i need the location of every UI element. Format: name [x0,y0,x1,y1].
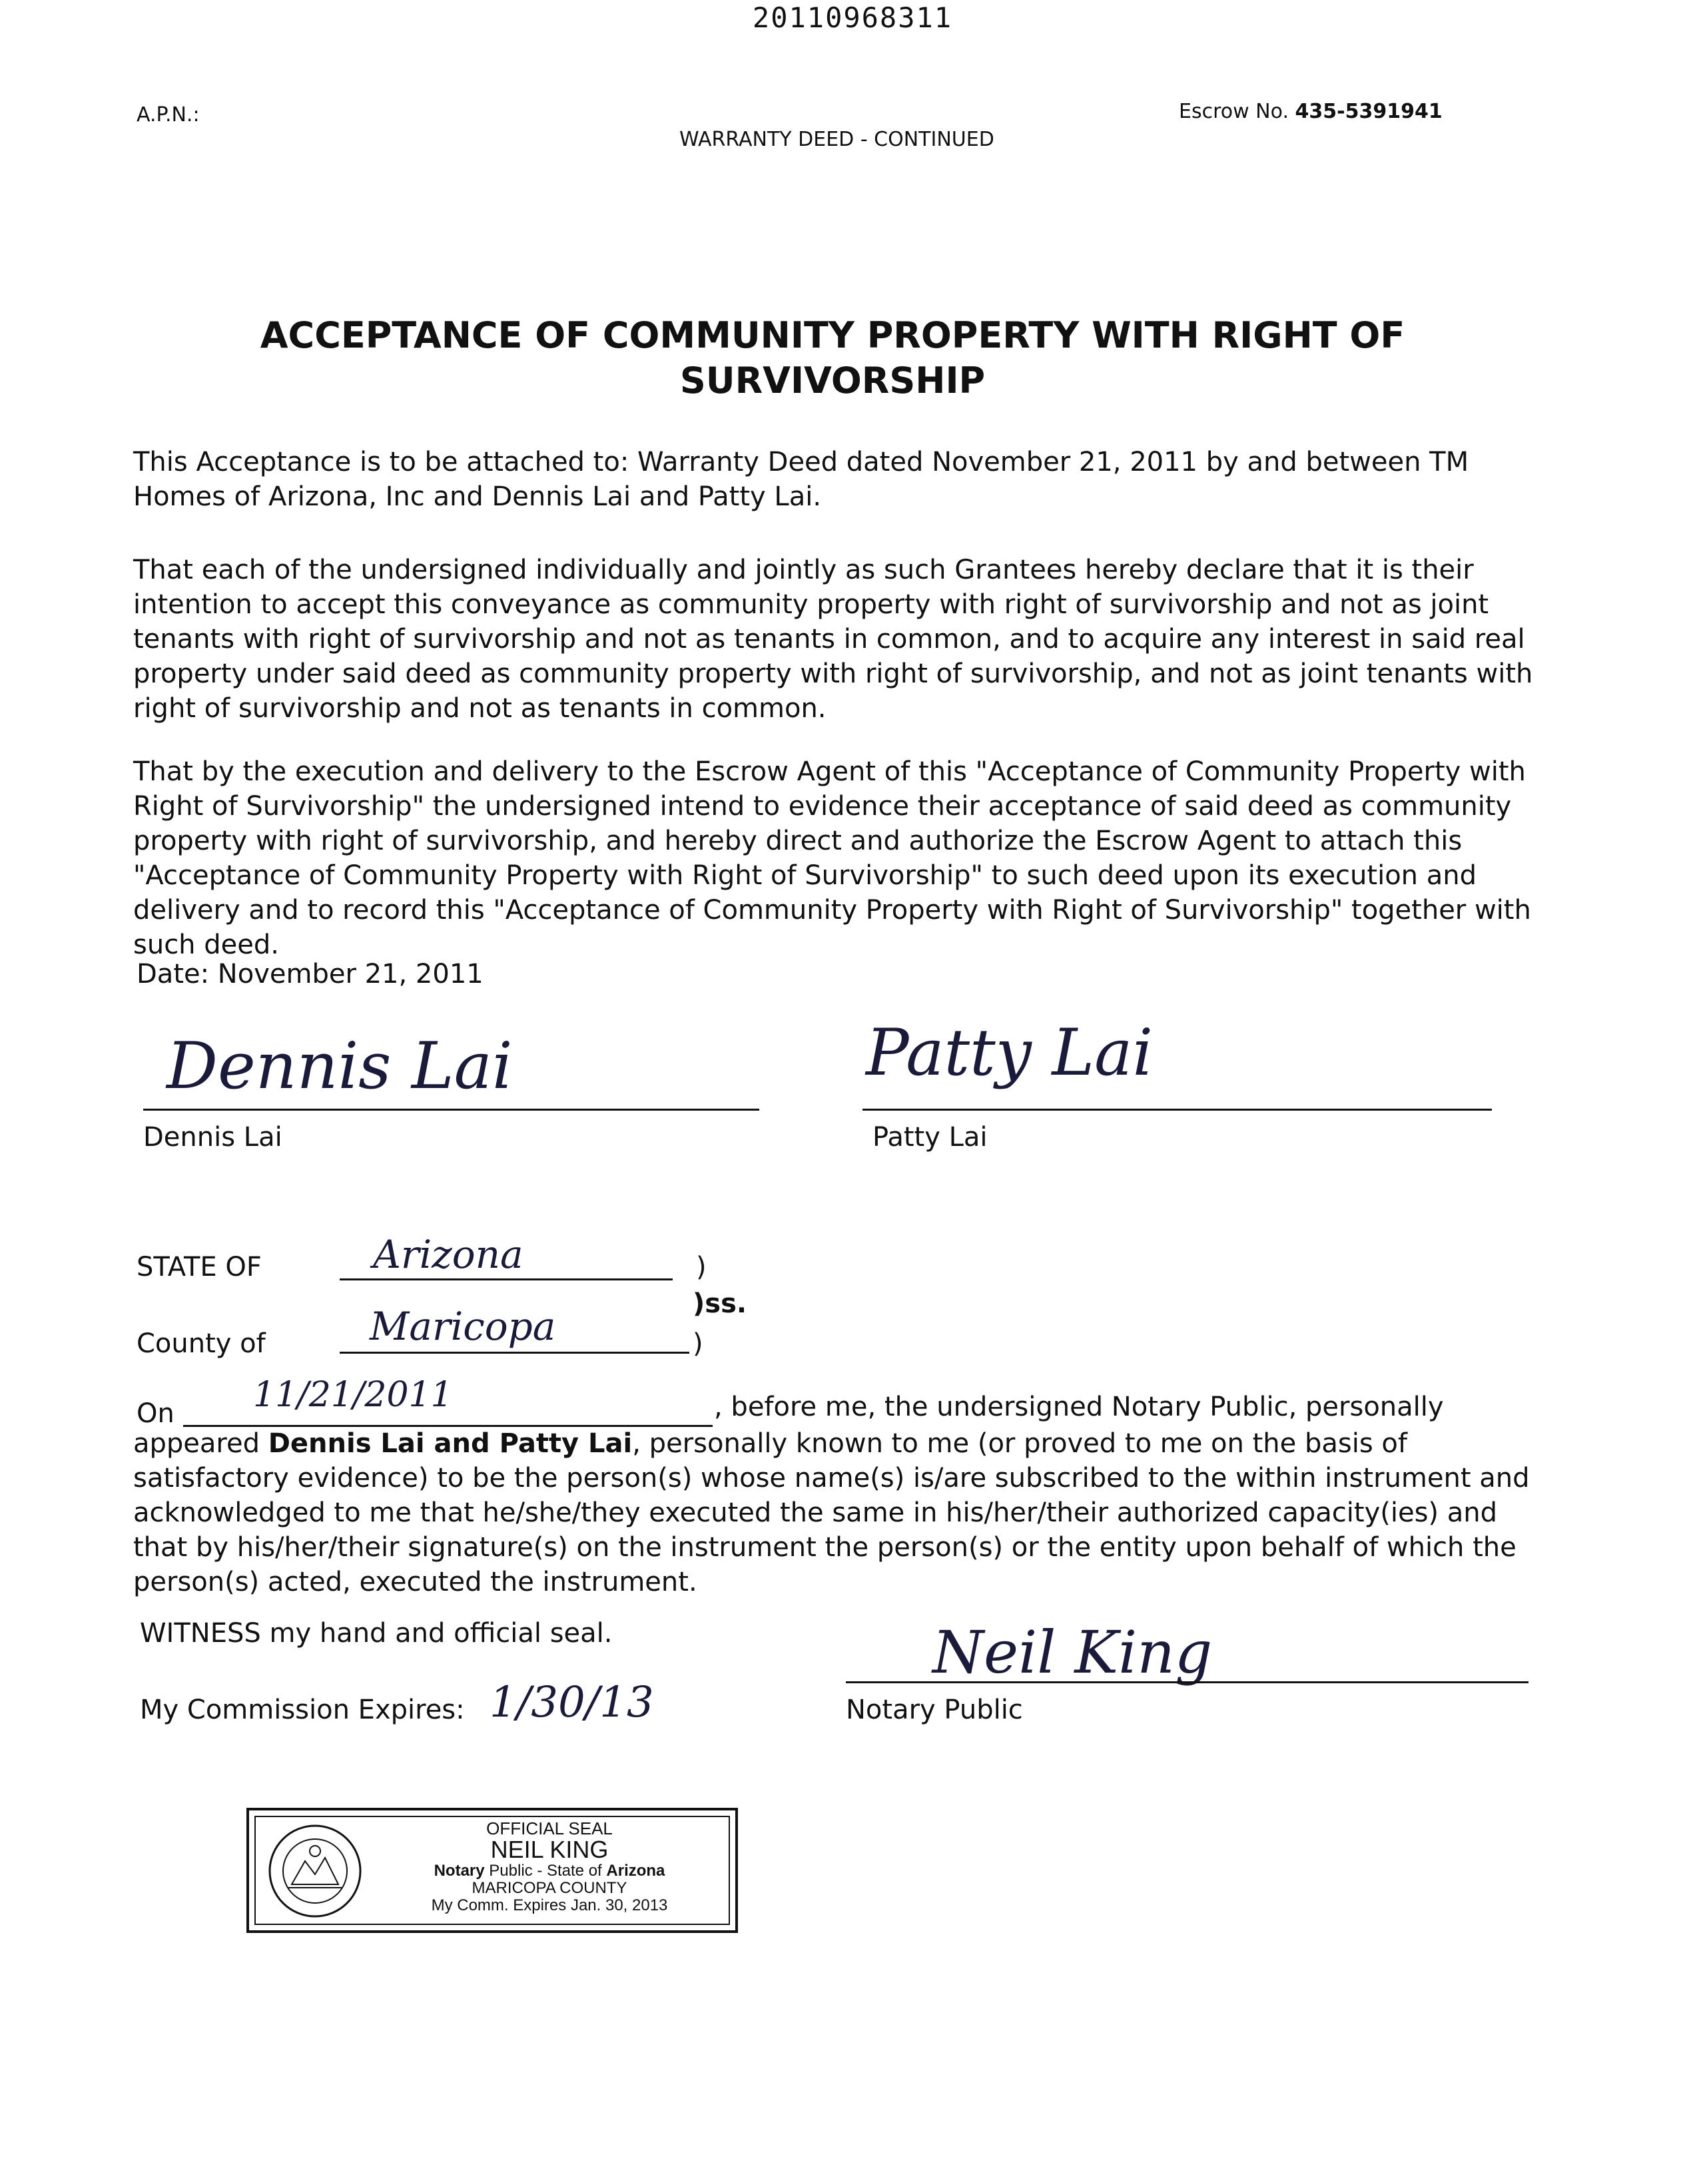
paren-1: ) [696,1252,707,1282]
official-seal [246,1808,738,1933]
acknowledgment-paragraph [133,1426,1552,1599]
dennis-name: Dennis Lai [143,1122,282,1153]
dennis-signature: Dennis Lai [167,1029,513,1103]
paren-2: ) [693,1328,703,1359]
recording-number: 20110968311 [752,1,953,34]
commission-label: My Commission Expires: [140,1695,465,1725]
escrow-label: Escrow No. [1179,100,1289,123]
seal-notary-word: Notary [434,1862,485,1880]
state-label: STATE OF [137,1252,262,1282]
patty-name: Patty Lai [872,1122,988,1153]
escrow-number: 435-5391941 [1295,100,1443,123]
patty-signature: Patty Lai [866,1015,1154,1090]
commission-value: 1/30/13 [490,1678,654,1727]
title-line-1: ACCEPTANCE OF COMMUNITY PROPERTY WITH RIGHT OF [260,314,1405,356]
county-label: County of [137,1328,266,1359]
seal-line-4: MARICOPA COUNTY [472,1879,627,1897]
county-line [340,1352,689,1354]
document-title [200,313,1465,404]
seal-border [254,1816,730,1925]
seal-public-state: Public - State of [484,1862,607,1880]
state-line [340,1278,673,1280]
appearing-names: Dennis Lai and Patty Lai [268,1428,633,1459]
apn-label: A.P.N.: [137,103,200,127]
ack-date-value: 11/21/2011 [253,1375,453,1415]
seal-text-block [376,1820,723,1914]
execution-paragraph: That by the execution and delivery to the Escrow Agent of this "Acceptance of Community Property with Right of Survivorship" the undersigned intend to evidence their acceptance of said deed as community property with right of survivorship, and hereby direct and authorize the Escrow Agent to attach this "Acceptance of Community Property with Right of Survivorship" to such deed upon its execution and delivery and to record this "Acceptance of Community Property with Right of Survivorship" together with such deed. [133,756,1531,960]
seal-line-1: OFFICIAL SEAL [486,1818,613,1838]
arizona-seal-emblem-icon [265,1821,365,1921]
continued-label: WARRANTY DEED - CONTINUED [679,128,994,151]
notary-public-label: Notary Public [846,1695,1023,1725]
intention-paragraph: That each of the undersigned individually and jointly as such Grantees hereby declare that it is their intention to accept this conveyance as community property with right of survivorship and not as joint tenants with right of survivorship and not as tenants in common, and to acquire any interest in said real property under said deed as community property with right of survivorship, and not as joint tenants with right of survivorship and not as tenants in common. [133,555,1533,724]
state-value: Arizona [373,1232,523,1277]
seal-state-name: Arizona [606,1862,665,1880]
county-value: Maricopa [370,1304,556,1349]
seal-line-5: My Comm. Expires Jan. 30, 2013 [431,1896,668,1914]
notary-signature-line [846,1681,1529,1683]
seal-line-2: NEIL KING [490,1836,609,1863]
ack-text-after-date: , before me, the undersigned Notary Public, personally [714,1392,1444,1422]
ss-mark: )ss. [693,1288,747,1319]
dennis-signature-line [143,1109,759,1111]
notary-signature: Neil King [932,1618,1213,1687]
escrow-info [1179,100,1443,123]
on-label: On [137,1398,174,1429]
witness-line: WITNESS my hand and official seal. [140,1618,613,1649]
patty-signature-line [862,1109,1492,1111]
acknowledgment-rest: , personally known to me (or proved to me on the basis of satisfactory evidence) to be the person(s) whose name(s) is/are subscribed to the within instrument and acknowledged to me that he/she/they executed the same in his/her/their authorized capacity(ies) and that by his/her/their signature(s) on the instrument the person(s) or the entity upon behalf of which the person(s) acted, executed the instrument. [133,1428,1530,1597]
attachment-paragraph: This Acceptance is to be attached to: Warranty Deed dated November 21, 2011 by and between TM Homes of Arizona, Inc and Dennis Lai and Patty Lai. [133,447,1469,512]
title-line-2: SURVIVORSHIP [679,360,986,402]
appeared-text: appeared [133,1428,260,1459]
seal-line-3 [376,1862,723,1880]
date-line: Date: November 21, 2011 [137,959,484,989]
